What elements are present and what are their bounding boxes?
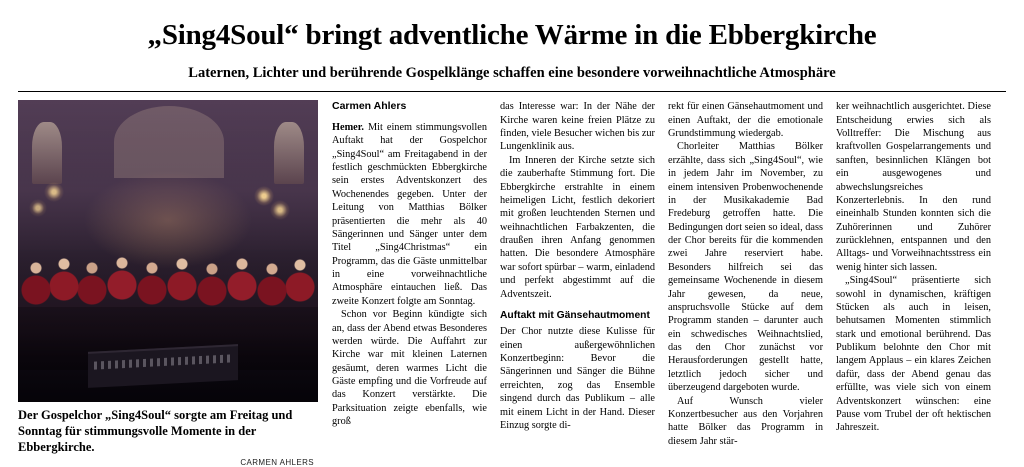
article-subheadline: Laternen, Lichter und berührende Gospelklänge schaffen eine besondere vorweihnachtliche Atmosphäre — [188, 64, 836, 81]
paragraph: ker weihnachtlich ausgerichtet. Diese Entscheidung erwies sich als Volltreffer: Die Mischung aus kraftvollen Gospelarrangements und sanften, besinnlichen Klängen bot ein ausgewogenes und abwechslungsreiches Konzerterlebnis. In den rund eineinhalb Stunden konnten sich die Zuhörerinnen und Zuhörer zurücklehnen, entspannen und den Alltags- und Vorweihnachtsstress ein wenig hinter sich lassen. — [836, 101, 991, 273]
dateline: Hemer. — [332, 121, 364, 133]
article-column-3 — [668, 100, 823, 448]
subheading: Auftakt mit Gänsehautmoment — [500, 309, 650, 321]
article-column-1 — [332, 100, 487, 448]
photo-caption: Der Gospelchor „Sing4Soul“ sorgte am Freitag und Sonntag für stimmungsvolle Momente in der Ebbergkirche. — [18, 408, 293, 454]
newspaper-article-page — [0, 19, 1024, 467]
article-column-4 — [836, 100, 991, 448]
page-title: „Sing4Soul“ bringt adventliche Wärme in die Ebbergkirche — [147, 19, 877, 51]
paragraph: Im Inneren der Kirche setzte sich die zauberhafte Stimmung fort. Die Ebbergkirche erstrahlte in einem heimeligen Licht, festlich dekoriert mit großen leuchtenden Sternen und weihnachtlichen Farbakzenten, die draußen ihren Anfang genommen hatten. Die besondere Atmosphäre war sofort spürbar – warm, einladend und perfekt abgestimmt auf die Adventszeit. — [500, 154, 655, 300]
article-column-2 — [500, 100, 655, 448]
paragraph: Der Chor nutzte diese Kulisse für einen außergewöhnlichen Konzertbeginn: Bevor die Sängerinnen und Sänger die Bühne erreichten, zog das Ensemble singend durch das Publikum – alle mit einem Licht in der Hand. Dieser Einzug sorgte di- — [500, 326, 655, 431]
article-body — [18, 100, 1006, 467]
choir-photo — [18, 100, 318, 402]
paragraph: das Interesse war: In der Nähe der Kirche waren keine freien Plätze zu finden, viele Besucher wichen bis zur Lungenklinik aus. — [500, 101, 655, 153]
paragraph: „Sing4Soul“ präsentierte sich sowohl in dynamischen, kräftigen Stücken als auch in leisen, behutsamen Momenten stimmlich stark und emotional berührend. Das Publikum belohnte den Chor mit langem Applaus – ein klares Zeichen dafür, dass der Abend genau das erfüllte, was viele sich von einem Adventskonzert wünschen: eine Pause vom Trubel der oft hektischen Jahreszeit. — [836, 275, 991, 434]
divider — [18, 91, 1006, 92]
photo-column — [18, 100, 318, 467]
paragraph — [332, 121, 487, 308]
paragraph: rekt für einen Gänsehautmoment und einen Auftakt, der die emotionale Grundstimmung wiedergab. — [668, 101, 823, 140]
paragraph-text: Mit einem stimmungsvollen Auftakt hat der Gospelchor „Sing4Soul“ am Freitagabend in der festlich geschmückten Ebbergkirche sein erstes Adventskonzert des Wochenendes gegeben. Unter der Leitung von Matthias Bölker präsentierten die mehr als 40 Sängerinnen und Sänger unter dem Titel „Sing4Christmas“ ein Programm, das die Gäste unmittelbar in eine vorweihnachtliche Atmosphäre eintauchen ließ. Das zweite Konzert folgte am Sonntag. — [332, 121, 487, 307]
photo-credit: CARMEN AHLERS — [240, 458, 314, 467]
paragraph: Schon vor Beginn kündigte sich an, dass der Abend etwas Besonderes werden würde. Die Auffahrt zur Kirche war mit kleinen Laternen gesäumt, deren warmes Licht die Gäste empfing und die Vorfreude auf das Konzert verstärkte. Die Parksituation zeigte ebenfalls, wie groß — [332, 309, 487, 428]
paragraph: Auf Wunsch vieler Konzertbesucher aus den Vorjahren hatte Bölker das Programm in diesem Jahr stär- — [668, 395, 823, 447]
paragraph: Chorleiter Matthias Bölker erzählte, dass sich „Sing4Soul“, wie in jedem Jahr im November, zu einem intensiven Probenwochenende in der Musikakademie Bad Fredeburg getroffen hatte. Die Bedingungen dort seien so ideal, dass der Chor bereits für die kommenden zwei Jahre reserviert habe. Besonders hilfreich sei das gemeinsame Wochenende in diesem Jahr gewesen, da neue, anspruchsvolle Stücke auf dem Programm standen – darunter auch ein schwedisches Weihnachtslied, das den Chor zunächst vor Herausforderungen gestellt hatte, letztlich jedoch sicher und überzeugend dargeboten wurde. — [668, 141, 823, 394]
text-columns — [332, 100, 1006, 448]
photo-candle-lights — [18, 100, 318, 402]
byline: Carmen Ahlers — [332, 100, 407, 113]
